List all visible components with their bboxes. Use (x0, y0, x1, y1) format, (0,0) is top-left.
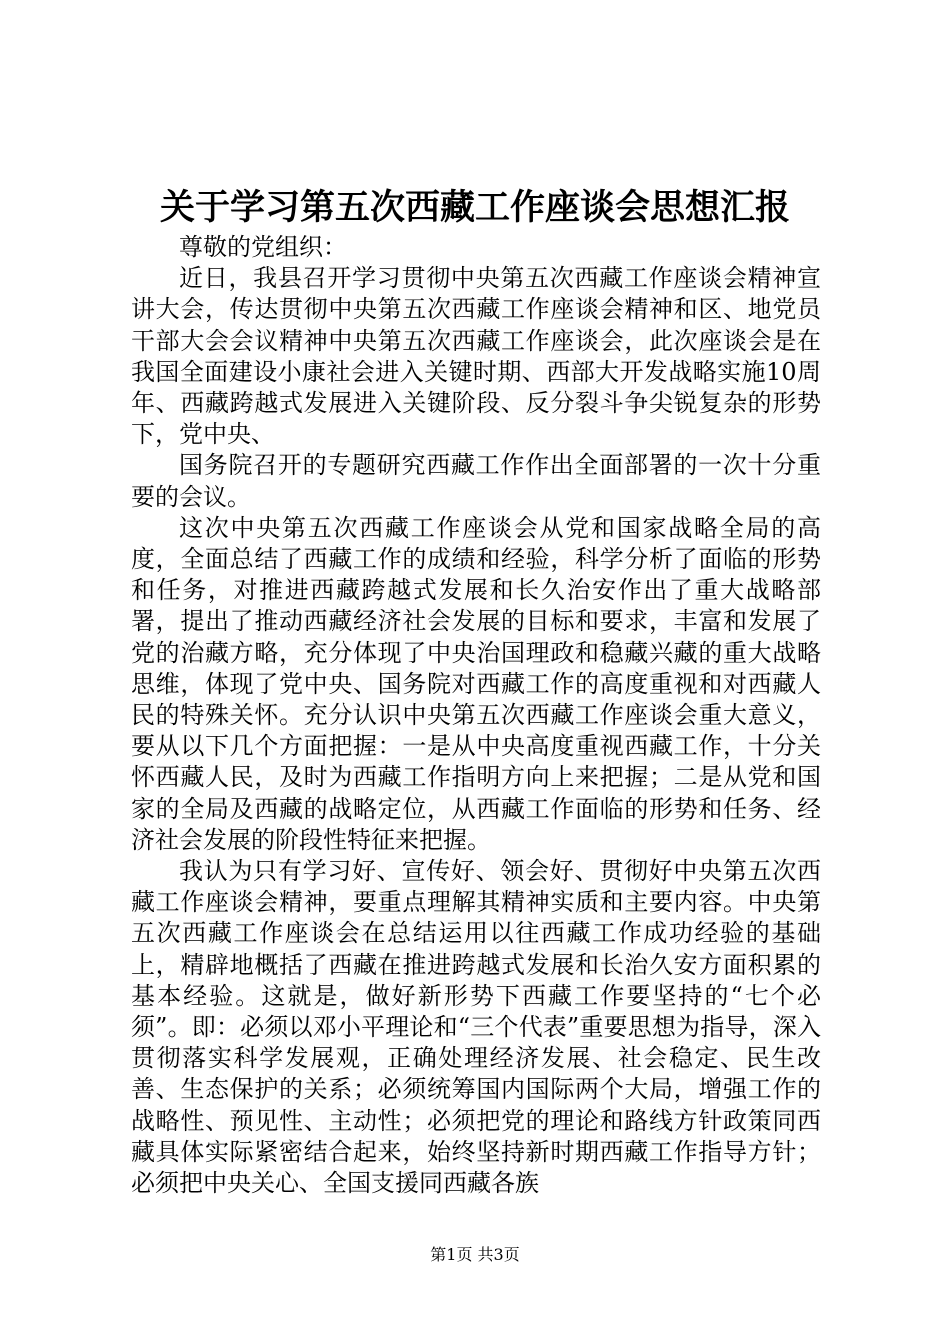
document-title: 关于学习第五次西藏工作座谈会思想汇报 (159, 187, 790, 228)
paragraph-3: 这次中央第五次西藏工作座谈会从党和国家战略全局的高度，全面总结了西藏工作的成绩和经验，科学分析了面临的形势和任务，对推进西藏跨越式发展和长久治安作出了重大战略部署，提出了推动西藏经济社会发展的目标和要求，丰富和发展了党的治藏方略，充分体现了中央治国理政和稳藏兴藏的重大战略思维，体现了党中央、国务院对西藏工作的高度重视和对西藏人民的特殊关怀。充分认识中央第五次西藏工作座谈会重大意义，要从以下几个方面把握：一是从中央高度重视西藏工作，十分关怀西藏人民，及时为西藏工作指明方向上来把握；二是从党和国家的全局及西藏的战略定位，从西藏工作面临的形势和任务、经济社会发展的阶段性特征来把握。 (131, 513, 821, 854)
paragraph-2: 国务院召开的专题研究西藏工作作出全面部署的一次十分重要的会议。 (131, 451, 821, 511)
paragraph-4: 我认为只有学习好、宣传好、领会好、贯彻好中央第五次西藏工作座谈会精神，要重点理解其精神实质和主要内容。中央第五次西藏工作座谈会在总结运用以往西藏工作成功经验的基础上，精辟地概括了西藏在推进跨越式发展和长治久安方面积累的基本经验。这就是，做好新形势下西藏工作要坚持的“七个必须”。即：必须以邓小平理论和“三个代表”重要思想为指导，深入贯彻落实科学发展观，正确处理经济发展、社会稳定、民生改善、生态保护的关系；必须统筹国内国际两个大局，增强工作的战略性、预见性、主动性；必须把党的理论和路线方针政策同西藏具体实际紧密结合起来，始终坚持新时期西藏工作指导方针；必须把中央关心、全国支援同西藏各族 (131, 857, 821, 1198)
paragraph-1: 近日，我县召开学习贯彻中央第五次西藏工作座谈会精神宣讲大会，传达贯彻中央第五次西藏工作座谈会精神和区、地党员干部大会会议精神中央第五次西藏工作座谈会，此次座谈会是在我国全面建设小康社会进入关键时期、西部大开发战略实施10周年、西藏跨越式发展进入关键阶段、反分裂斗争尖锐复杂的形势下，党中央、 (131, 264, 821, 449)
salutation: 尊敬的党组织： (179, 233, 347, 261)
document-body (131, 232, 821, 1199)
page-footer: 第1页 共3页 (430, 1245, 520, 1264)
